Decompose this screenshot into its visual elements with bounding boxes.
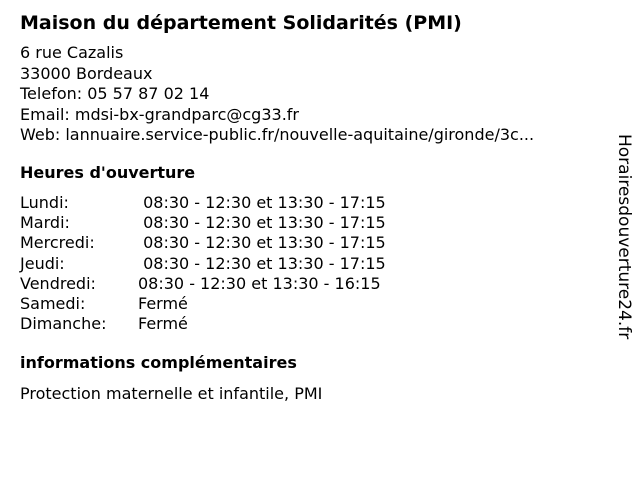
web-line[interactable]: Web: lannuaire.service-public.fr/nouvelle-aquitaine/gironde/3c... — [20, 125, 535, 144]
hours-row-friday — [20, 274, 440, 294]
time-value: 08:30 - 12:30 et 13:30 - 17:15 — [138, 193, 386, 212]
time-value: 08:30 - 12:30 et 13:30 - 17:15 — [138, 253, 386, 273]
time-value: Fermé — [138, 293, 188, 313]
hours-row-sunday — [20, 314, 440, 334]
day-label: Vendredi: — [20, 273, 96, 293]
email-line[interactable]: Email: mdsi-bx-grandparc@cg33.fr — [20, 104, 299, 124]
time-value: Fermé — [138, 314, 188, 334]
day-label: Mercredi: — [20, 233, 95, 253]
day-label: Mardi: — [20, 213, 70, 233]
hours-row-tuesday — [20, 213, 440, 233]
phone-line[interactable]: Telefon: 05 57 87 02 14 — [20, 84, 210, 103]
hours-row-thursday — [20, 254, 440, 274]
time-value: 08:30 - 12:30 et 13:30 - 17:15 — [138, 233, 386, 253]
opening-hours-table — [20, 193, 440, 334]
hours-row-saturday — [20, 294, 440, 314]
address-city: 33000 Bordeaux — [20, 63, 153, 83]
info-heading: informations complémentaires — [20, 353, 297, 372]
day-label: Jeudi: — [20, 253, 65, 273]
time-value: 08:30 - 12:30 et 13:30 - 17:15 — [138, 213, 386, 233]
info-text: Protection maternelle et infantile, PMI — [20, 384, 323, 403]
brand-watermark: Horairesdouverture24.fr — [614, 134, 634, 340]
hours-heading: Heures d'ouverture — [20, 163, 196, 182]
time-value: 08:30 - 12:30 et 13:30 - 16:15 — [138, 273, 381, 293]
page-title: Maison du département Solidarités (PMI) — [20, 12, 462, 34]
contact-block — [20, 43, 534, 146]
hours-row-wednesday — [20, 233, 440, 253]
day-label: Lundi: — [20, 193, 69, 212]
address-street: 6 rue Cazalis — [20, 43, 124, 62]
day-label: Samedi: — [20, 293, 86, 313]
hours-row-monday — [20, 193, 440, 213]
day-label: Dimanche: — [20, 314, 107, 334]
